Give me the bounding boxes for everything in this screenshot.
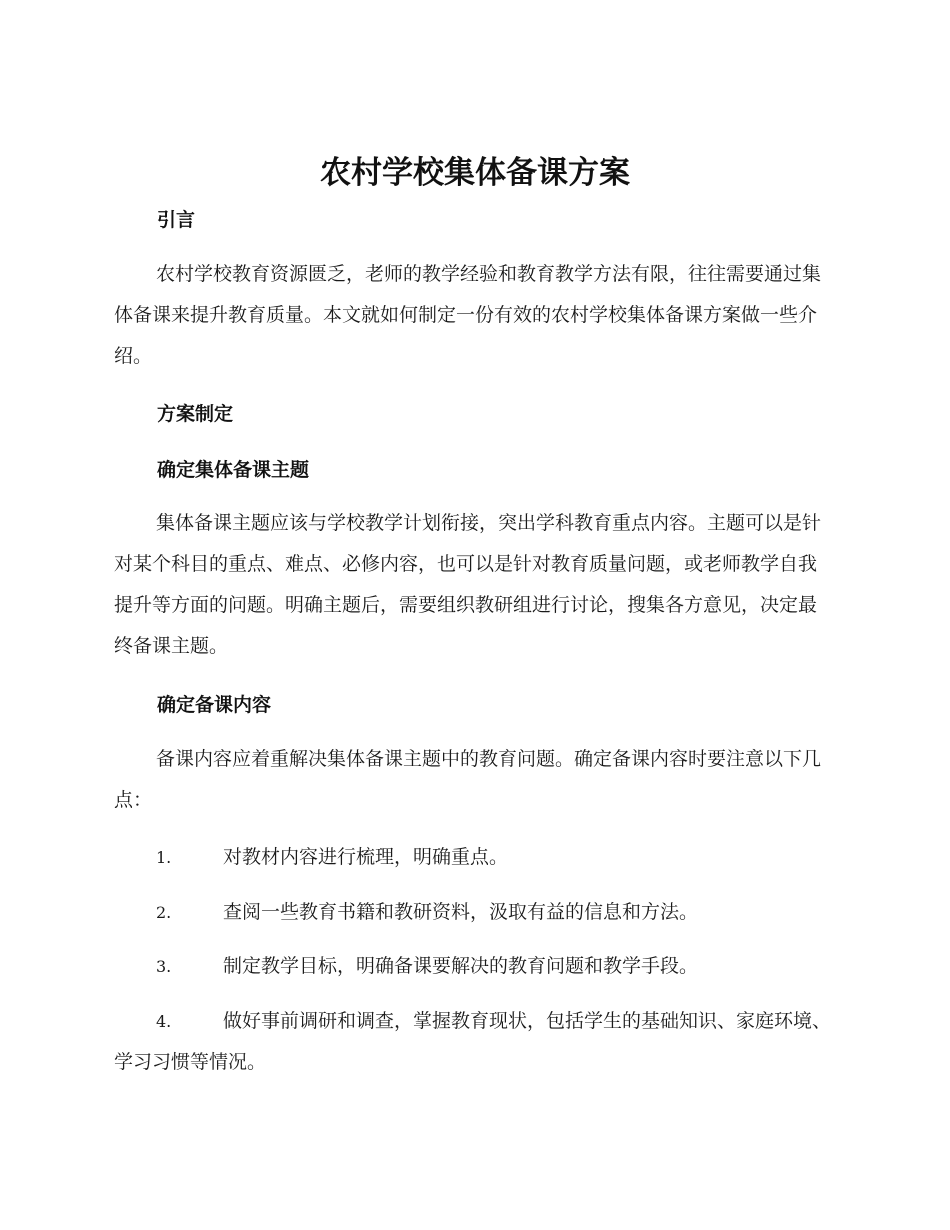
list-text: 做好事前调研和调查，掌握教育现状，包括学生的基础知识、家庭环境、学习习惯等情况。 [114, 1010, 832, 1073]
heading-topic: 确定集体备课主题 [157, 459, 310, 481]
list-item [114, 892, 834, 933]
list-number: 1. [156, 848, 172, 867]
list-item [114, 837, 834, 878]
heading-intro: 引言 [157, 209, 196, 231]
list-item [114, 1001, 834, 1083]
document-title: 农村学校集体备课方案 [320, 155, 630, 191]
list-item [114, 946, 834, 987]
list-text: 对教材内容进行梳理，明确重点。 [223, 846, 509, 868]
heading-plan: 方案制定 [157, 403, 234, 425]
list-text: 查阅一些教育书籍和教研资料，汲取有益的信息和方法。 [223, 901, 699, 923]
paragraph-topic: 集体备课主题应该与学校教学计划衔接，突出学科教育重点内容。主题可以是针对某个科目的重点、难点、必修内容，也可以是针对教育质量问题，或老师教学自我提升等方面的问题。明确主题后，需要组织教研组进行讨论，搜集各方意见，决定最终备课主题。 [114, 512, 822, 657]
heading-content: 确定备课内容 [157, 694, 272, 716]
list-number: 3. [156, 957, 172, 976]
list-text: 制定教学目标，明确备课要解决的教育问题和教学手段。 [223, 955, 699, 977]
list-number: 2. [156, 903, 172, 922]
list-number: 4. [156, 1012, 172, 1031]
paragraph-content: 备课内容应着重解决集体备课主题中的教育问题。确定备课内容时要注意以下几点： [114, 748, 822, 811]
paragraph-intro: 农村学校教育资源匮乏，老师的教学经验和教育教学方法有限，往往需要通过集体备课来提升教育质量。本文就如何制定一份有效的农村学校集体备课方案做一些介绍。 [114, 263, 822, 367]
